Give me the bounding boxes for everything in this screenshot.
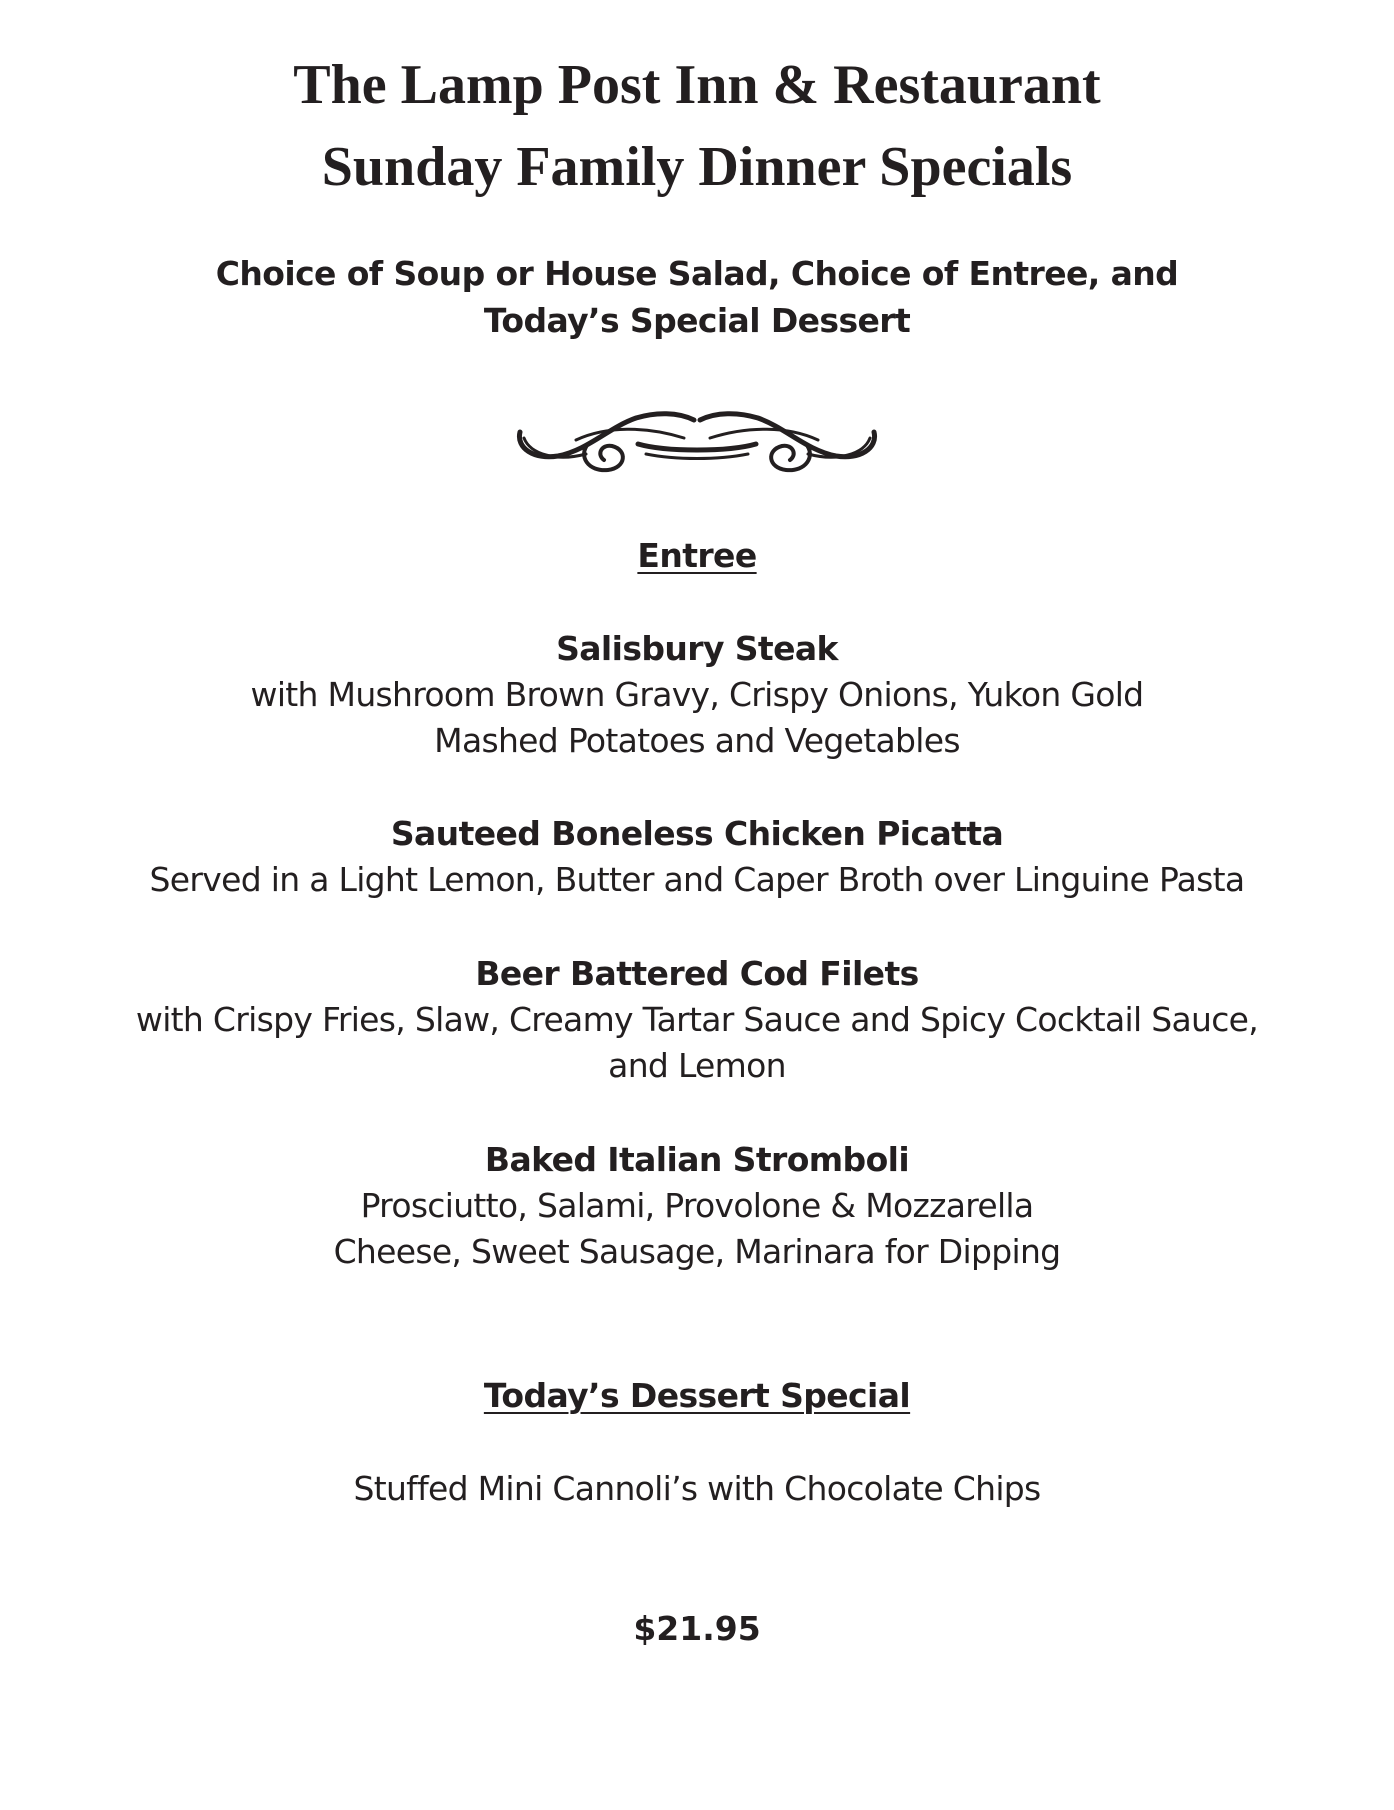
entree-item-description: Mashed Potatoes and Vegetables <box>434 721 960 760</box>
entree-item-description: and Lemon <box>608 1046 786 1085</box>
entree-item <box>0 811 1394 903</box>
price: $21.95 <box>633 1609 761 1648</box>
menu-title: Sunday Family Dinner Specials <box>321 136 1073 198</box>
dessert-heading: Today’s Dessert Special <box>483 1376 911 1415</box>
entree-item-description: Prosciutto, Salami, Provolone & Mozzarella <box>360 1186 1034 1225</box>
entree-item <box>0 1137 1394 1275</box>
restaurant-title: The Lamp Post Inn & Restaurant <box>293 54 1101 116</box>
entree-item-name: Beer Battered Cod Filets <box>475 954 919 993</box>
meal-includes-line-2: Today’s Special Dessert <box>483 301 911 340</box>
entree-item-name: Baked Italian Stromboli <box>484 1140 910 1179</box>
entree-item <box>0 626 1394 764</box>
entree-item-name: Salisbury Steak <box>556 629 838 668</box>
entree-item <box>0 951 1394 1089</box>
entree-item-description: Cheese, Sweet Sausage, Marinara for Dipping <box>333 1232 1061 1271</box>
entree-heading: Entree <box>637 536 757 575</box>
entree-item-description: Served in a Light Lemon, Butter and Caper Broth over Linguine Pasta <box>149 860 1245 899</box>
entree-item-description: with Crispy Fries, Slaw, Creamy Tartar Sauce and Spicy Cocktail Sauce, <box>135 1000 1259 1039</box>
dessert-description: Stuffed Mini Cannoli’s with Chocolate Chips <box>353 1469 1041 1508</box>
meal-includes-line-1: Choice of Soup or House Salad, Choice of Entree, and <box>215 254 1179 293</box>
meal-includes <box>0 250 1394 344</box>
flourish-ornament-icon <box>516 404 878 478</box>
entree-item-description: with Mushroom Brown Gravy, Crispy Onions, Yukon Gold <box>250 675 1144 714</box>
entree-item-name: Sauteed Boneless Chicken Picatta <box>390 814 1004 853</box>
